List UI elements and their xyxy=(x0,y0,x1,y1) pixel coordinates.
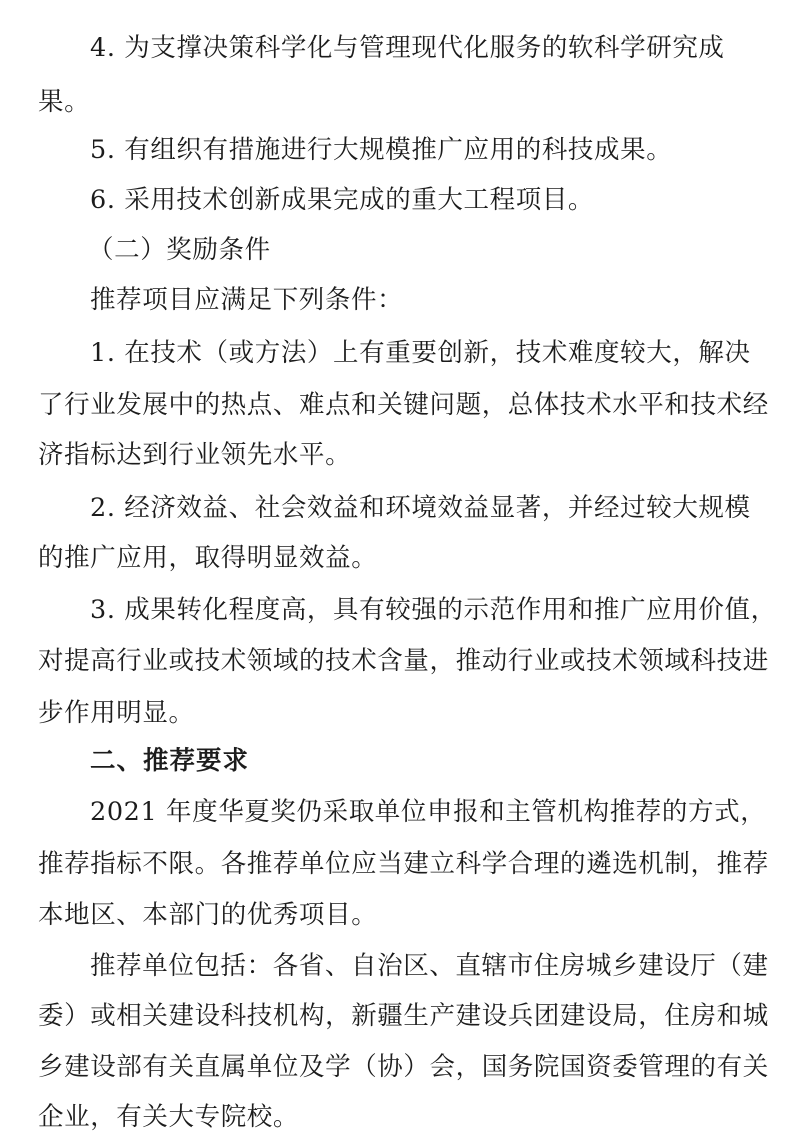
condition-3-line-2: 对提高行业或技术领域的技术含量，推动行业或技术领域科技进 xyxy=(38,646,769,676)
subheading-award-conditions: （二）奖励条件 xyxy=(88,235,271,265)
condition-1-line-1: 1. 在技术（或方法）上有重要创新，技术难度较大，解决 xyxy=(90,338,751,368)
item-4-line-1: 4. 为支撑决策科学化与管理现代化服务的软科学研究成 xyxy=(90,33,725,63)
recommend-para-1-line-2: 推荐指标不限。各推荐单位应当建立科学合理的遴选机制，推荐 xyxy=(38,849,769,879)
recommend-para-2-line-4: 企业，有关大专院校。 xyxy=(38,1102,300,1132)
section-heading-recommendation: 二、推荐要求 xyxy=(90,746,250,776)
item-6-line-1: 6. 采用技术创新成果完成的重大工程项目。 xyxy=(90,185,595,215)
condition-2-line-1: 2. 经济效益、社会效益和环境效益显著，并经过较大规模 xyxy=(90,493,751,523)
condition-3-line-3: 步作用明显。 xyxy=(38,698,195,728)
conditions-intro: 推荐项目应满足下列条件： xyxy=(90,285,404,315)
recommend-para-2-line-1: 推荐单位包括：各省、自治区、直辖市住房城乡建设厅（建 xyxy=(90,951,769,981)
recommend-para-1-line-1: 2021 年度华夏奖仍采取单位申报和主管机构推荐的方式， xyxy=(90,797,767,827)
condition-3-line-1: 3. 成果转化程度高，具有较强的示范作用和推广应用价值， xyxy=(90,595,777,625)
recommend-para-2-line-2: 委）或相关建设科技机构，新疆生产建设兵团建设局，住房和城 xyxy=(38,1001,769,1031)
condition-1-line-3: 济指标达到行业领先水平。 xyxy=(38,440,352,470)
item-4-line-2: 果。 xyxy=(38,87,91,117)
recommend-para-2-line-3: 乡建设部有关直属单位及学（协）会，国务院国资委管理的有关 xyxy=(38,1052,769,1082)
condition-2-line-2: 的推广应用，取得明显效益。 xyxy=(38,543,378,573)
condition-1-line-2: 了行业发展中的热点、难点和关键问题，总体技术水平和技术经 xyxy=(38,390,769,420)
recommend-para-1-line-3: 本地区、本部门的优秀项目。 xyxy=(38,900,378,930)
item-5-line-1: 5. 有组织有措施进行大规模推广应用的科技成果。 xyxy=(90,135,673,165)
